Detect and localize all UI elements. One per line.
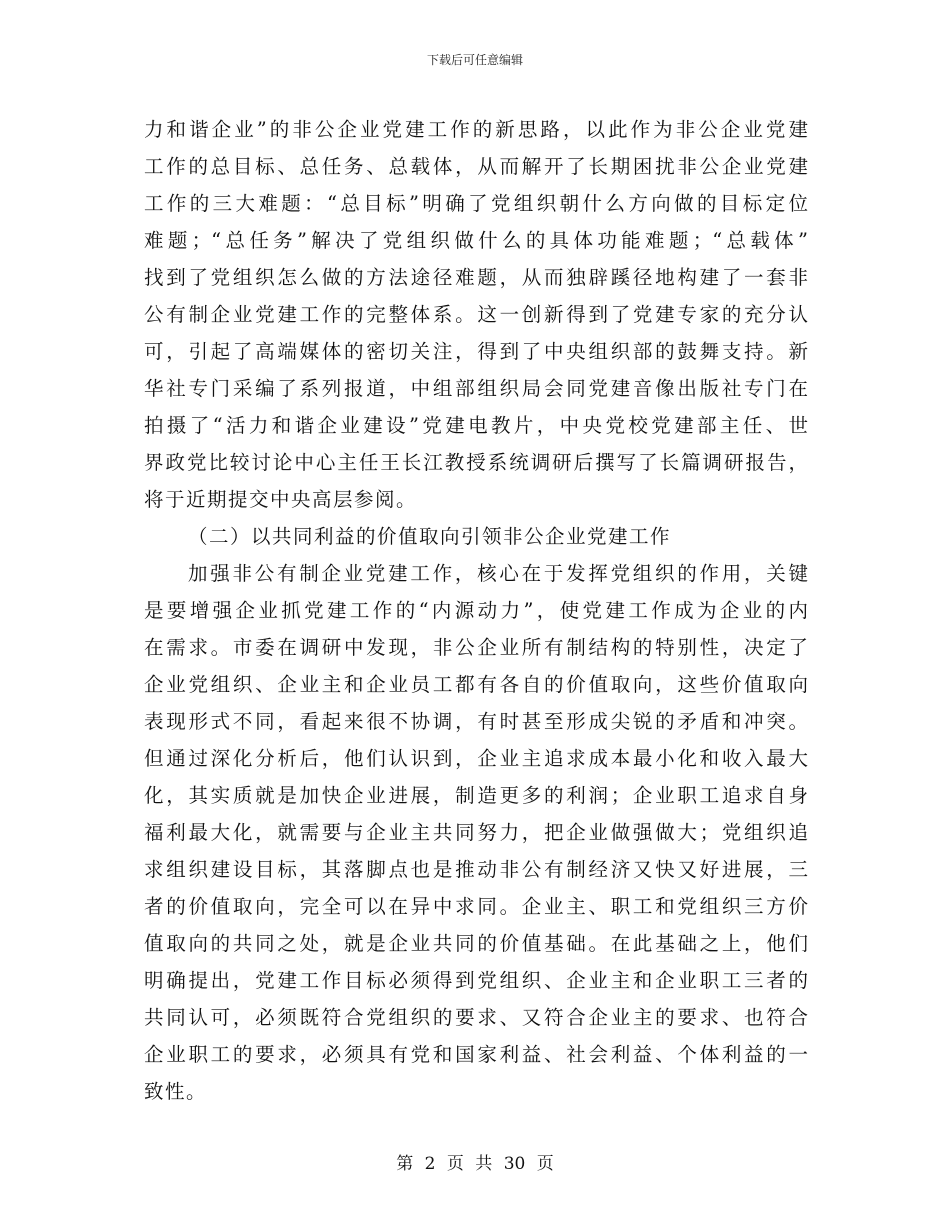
text-line: 工作的三大难题：“总目标”明确了党组织朝什么方向做的目标定位 bbox=[144, 192, 808, 215]
text-line: 加强非公有制企业党建工作，核心在于发挥党组织的作用，关键 bbox=[188, 562, 808, 585]
text-line: 可，引起了高端媒体的密切关注，得到了中央组织部的鼓舞支持。新 bbox=[144, 340, 808, 363]
text-line: 共同认可，必须既符合党组织的要求、又符合企业主的要求、也符合 bbox=[144, 1006, 808, 1029]
text-line: 界政党比较讨论中心主任王长江教授系统调研后撰写了长篇调研报告， bbox=[144, 451, 808, 474]
page-header: 下载后可任意编辑 bbox=[426, 53, 523, 67]
page-footer: 第 2 页 共 30 页 bbox=[396, 1154, 554, 1174]
text-line: 将于近期提交中央高层参阅。 bbox=[144, 488, 418, 511]
text-line: 华社专门采编了系列报道，中组部组织局会同党建音像出版社专门在 bbox=[144, 377, 808, 400]
text-line: 找到了党组织怎么做的方法途径难题，从而独辟蹊径地构建了一套非 bbox=[144, 266, 808, 289]
text-line: 化，其实质就是加快企业进展，制造更多的利润；企业职工追求自身 bbox=[144, 784, 808, 807]
text-line: 工作的总目标、总任务、总载体，从而解开了长期困扰非公企业党建 bbox=[144, 155, 808, 178]
text-line: 致性。 bbox=[144, 1080, 208, 1103]
text-line: 是要增强企业抓党建工作的“内源动力”，使党建工作成为企业的内 bbox=[144, 599, 808, 622]
text-line: 表现形式不同，看起来很不协调，有时甚至形成尖锐的矛盾和冲突。 bbox=[144, 710, 808, 733]
text-line: 但通过深化分析后，他们认识到，企业主追求成本最小化和收入最大 bbox=[144, 747, 808, 770]
text-line: 公有制企业党建工作的完整体系。这一创新得到了党建专家的充分认 bbox=[144, 303, 808, 326]
text-line: 在需求。市委在调研中发现，非公企业所有制结构的特别性，决定了 bbox=[144, 636, 808, 659]
text-line: 难题；“总任务”解决了党组织做什么的具体功能难题；“总载体” bbox=[144, 229, 808, 252]
text-line: 企业职工的要求，必须具有党和国家利益、社会利益、个体利益的一 bbox=[144, 1043, 808, 1066]
text-line: 求组织建设目标，其落脚点也是推动非公有制经济又快又好进展，三 bbox=[144, 858, 808, 881]
text-line: 力和谐企业”的非公企业党建工作的新思路，以此作为非公企业党建 bbox=[144, 118, 808, 141]
section-heading: （二）以共同利益的价值取向引领非公企业党建工作 bbox=[188, 525, 672, 548]
text-line: 企业党组织、企业主和企业员工都有各自的价值取向，这些价值取向 bbox=[144, 673, 808, 696]
text-line: 值取向的共同之处，就是企业共同的价值基础。在此基础之上，他们 bbox=[144, 932, 808, 955]
body-text bbox=[144, 111, 808, 1110]
text-line: 明确提出，党建工作目标必须得到党组织、企业主和企业职工三者的 bbox=[144, 969, 808, 992]
text-line: 者的价值取向，完全可以在异中求同。企业主、职工和党组织三方价 bbox=[144, 895, 808, 918]
text-line: 福利最大化，就需要与企业主共同努力，把企业做强做大；党组织追 bbox=[144, 821, 808, 844]
text-line: 拍摄了“活力和谐企业建设”党建电教片，中央党校党建部主任、世 bbox=[144, 414, 808, 437]
